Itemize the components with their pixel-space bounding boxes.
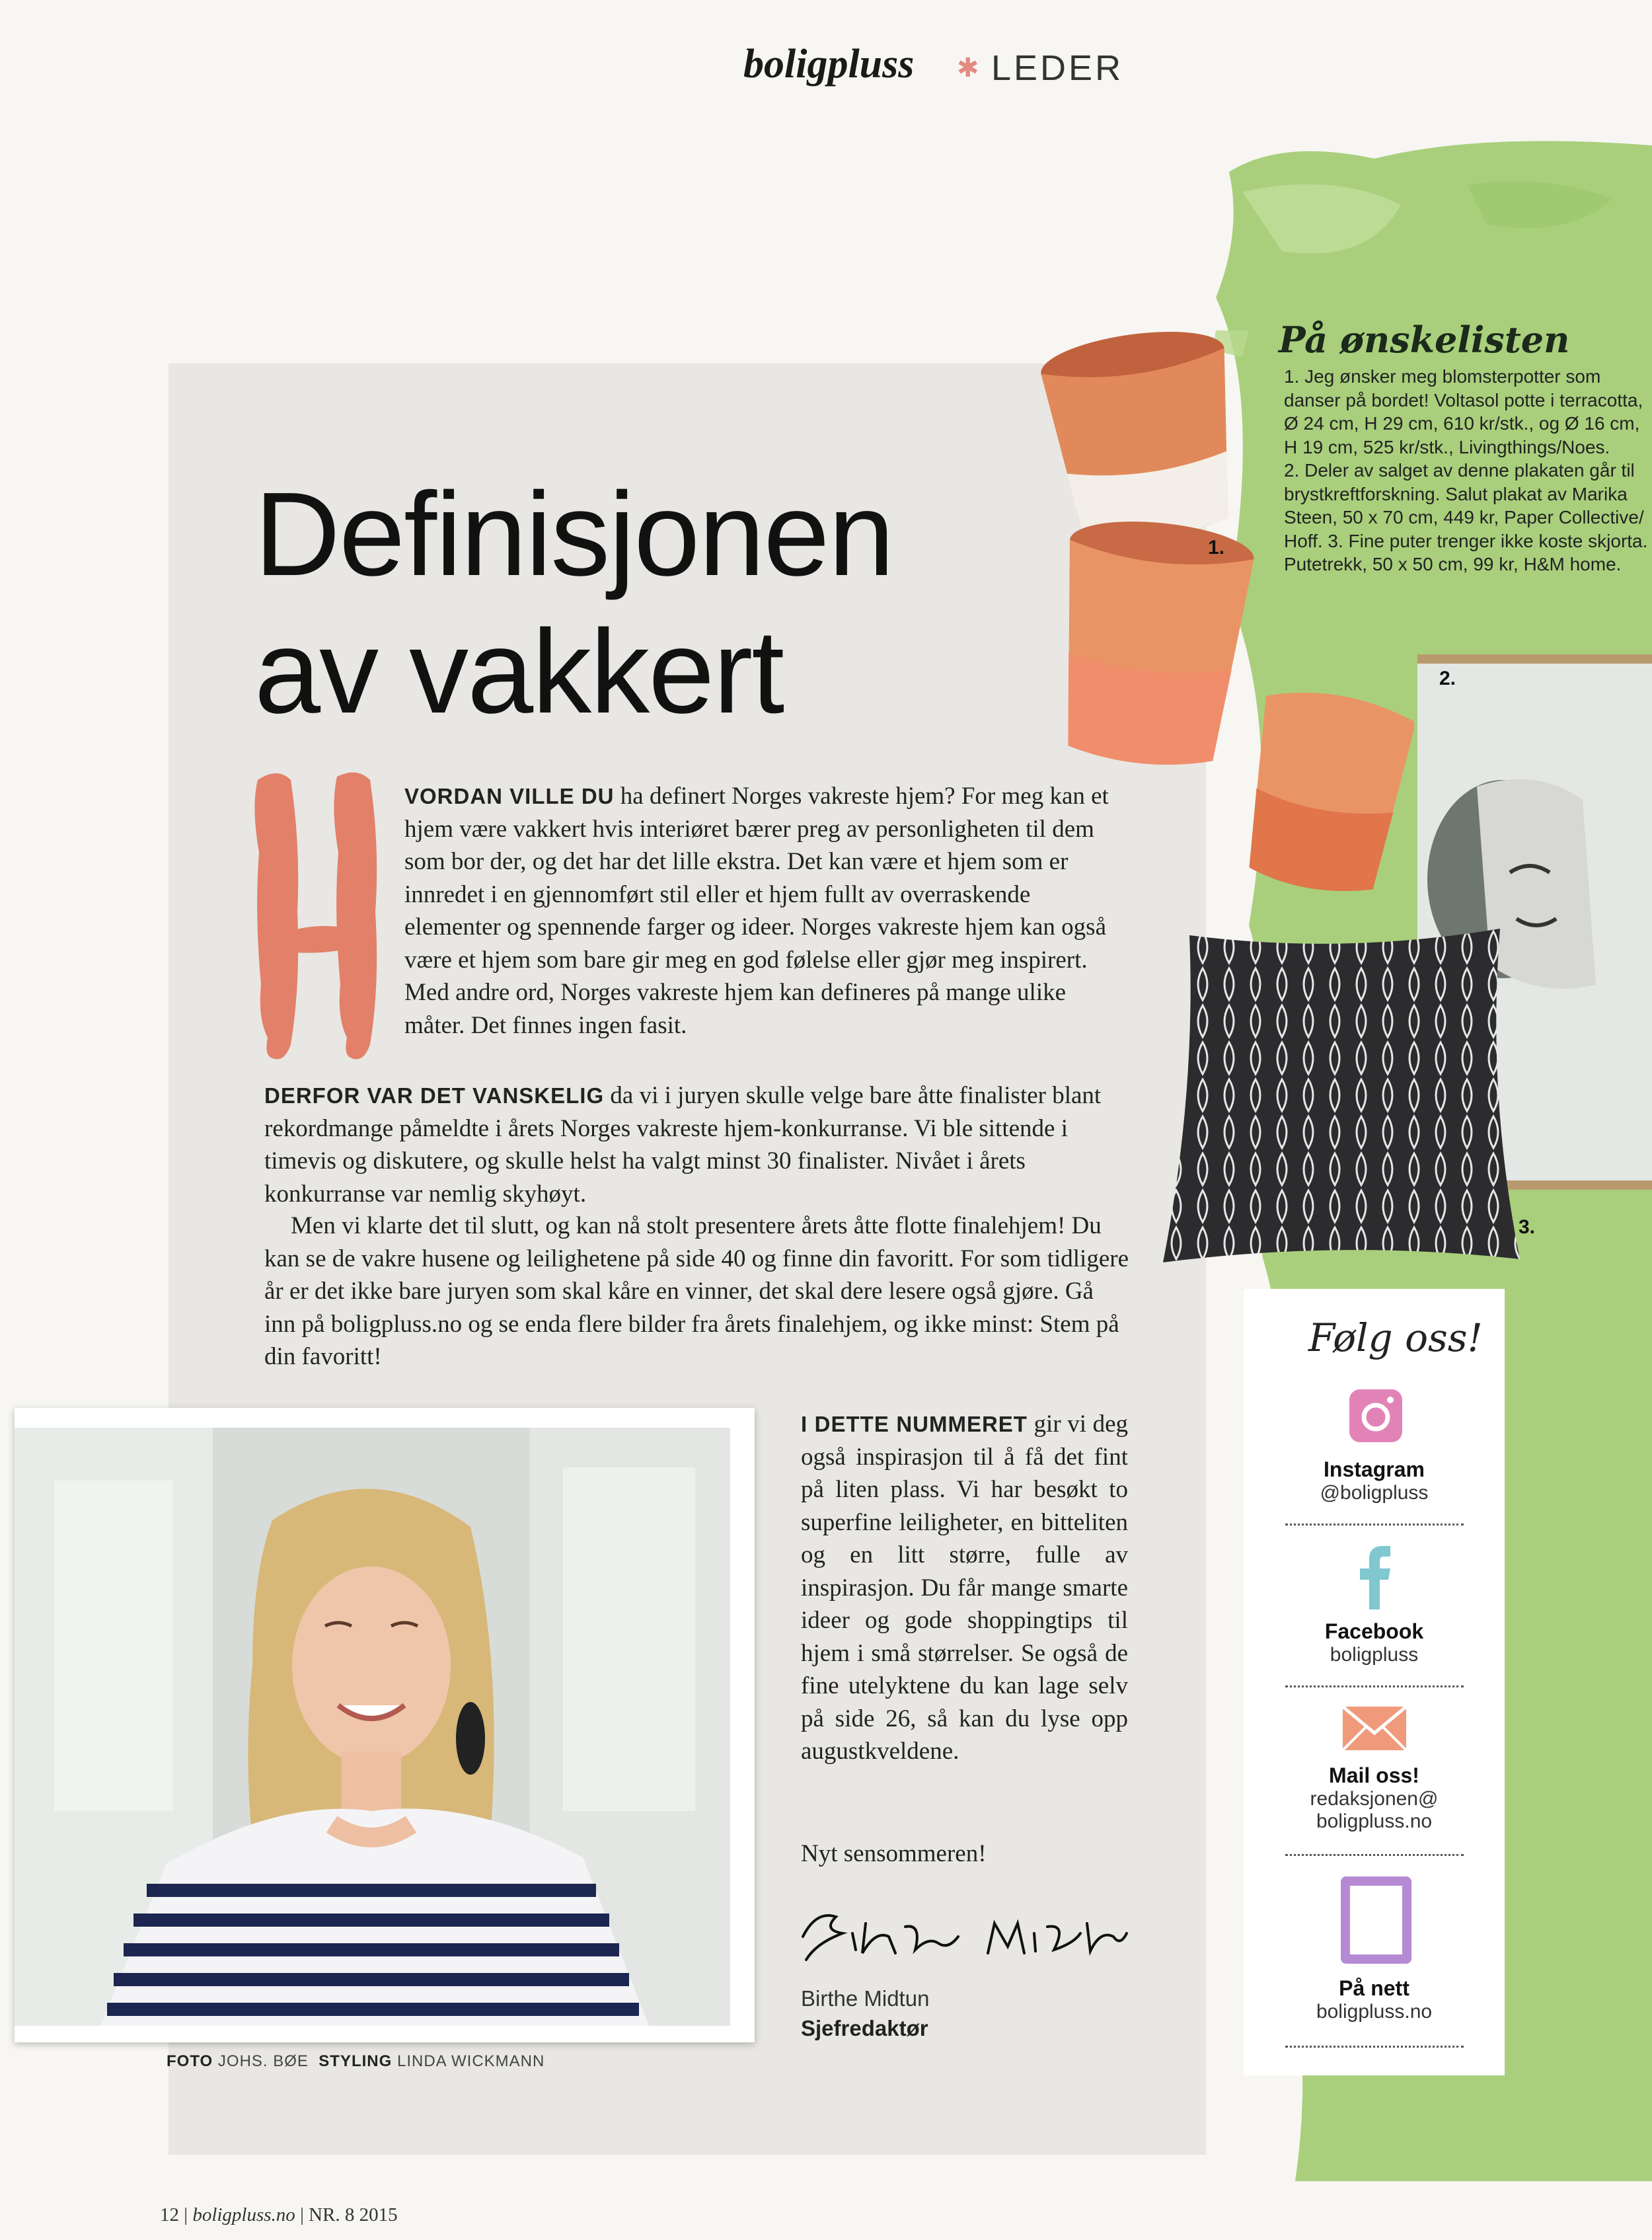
paragraph-1-text: ha definert Norges vakreste hjem? For meg kan et hjem være vakkert hvis interiøret bærer preg av personligheten til dem som bor der, og det har det lille ekstra. Det kan være et hjem som er innredet i en gjennomført stil eller et hjem fullt av overraskende elementer og spennende farger og ideer. Norges vakreste hjem kan også være et hjem som bare gir meg en god følelse eller gjør meg inspirert. Med andre ord, Norges vakreste hjem kan defineres på mange ulike måter. Det finnes ingen fasit. — [404, 783, 1109, 1039]
photo-credit: FOTO JOHS. BØE STYLING LINDA WICKMANN — [167, 2052, 545, 2070]
wishlist-line: 1. Jeg ønsker meg blomsterpotter som — [1284, 366, 1601, 387]
instagram-icon[interactable] — [1348, 1388, 1404, 1444]
closing-line: Nyt sensommeren! — [801, 1840, 987, 1867]
magazine-brand: boligpluss — [743, 42, 915, 87]
patterned-cushion-image — [1163, 929, 1526, 1266]
title-line-2: av vakkert — [254, 605, 784, 738]
wishlist-text — [1284, 365, 1652, 576]
page-footer: 12 | boligpluss.no | NR. 8 2015 — [160, 2204, 398, 2225]
divider — [1285, 2046, 1464, 2048]
facebook-icon[interactable] — [1355, 1543, 1394, 1609]
wishlist-line: 2. Deler av salget av denne plakaten går til — [1284, 460, 1635, 481]
title-line-1: Definisjonen — [254, 468, 893, 601]
web-link[interactable]: På nett boligpluss.no — [1316, 1976, 1433, 2023]
section-label: LEDER — [991, 48, 1124, 88]
article-title — [254, 466, 893, 741]
follow-us-heading: Følg oss! — [1308, 1315, 1483, 1360]
mail-icon[interactable] — [1341, 1705, 1408, 1752]
wishlist-line: Hoff. 3. Fine puter trenger ikke koste skjorta. — [1284, 530, 1648, 551]
editor-signature — [790, 1897, 1133, 1970]
wishlist-line: Steen, 50 x 70 cm, 449 kr, Paper Collective/ — [1284, 507, 1644, 527]
paragraph-4-text: gir vi deg også inspirasjon til å få det fint på liten plass. Vi har besøkt to superfine leiligheter, en bitteliten og en litt større, fulle av inspirasjon. Du får mange smarte ideer og gode shoppingtips til hjem i små størrelser. Se også de fine utelyktene du kan lage selv på side 26, så kan du lyse opp augustkveldene. — [801, 1410, 1129, 1765]
paragraph-3: Men vi klarte det til slutt, og kan nå stolt presentere årets åtte flotte finalehjem! Du kan se de vakre husene og leilighetene på side 40 og finne din favoritt. For som tidligere år er det ikke bare juryen som skal kåre en vinner, det skal dere lesere også gjøre. Gå inn på boligpluss.no og se enda flere bilder fra årets finalehjem, og ikke minst: Stem på din favoritt! — [264, 1212, 1129, 1370]
wishlist-number-1: 1. — [1208, 537, 1225, 559]
header-star-icon: ✱ — [957, 54, 979, 83]
mail-link[interactable]: Mail oss! redaksjonen@ boligpluss.no — [1310, 1763, 1439, 1832]
paragraph-2 — [264, 1079, 1130, 1210]
wishlist-line: Ø 24 cm, H 29 cm, 610 kr/stk., og Ø 16 cm, — [1284, 413, 1640, 434]
wishlist-heading: På ønskelisten — [1279, 319, 1570, 361]
author-name: Birthe Midtun — [801, 1986, 930, 2011]
editor-portrait-photo — [15, 1428, 730, 2026]
paragraph-1-lead: VORDAN VILLE DU — [404, 784, 615, 808]
wishlist-line: danser på bordet! Voltasol potte i terracotta, — [1284, 389, 1643, 410]
wishlist-line: Putetrekk, 50 x 50 cm, 99 kr, H&M home. — [1284, 554, 1622, 574]
wishlist-line: brystkreftforskning. Salut plakat av Marika — [1284, 483, 1628, 504]
divider — [1285, 1524, 1464, 1526]
instagram-link[interactable]: Instagram @boligpluss — [1320, 1457, 1429, 1504]
author-title: Sjefredaktør — [801, 2016, 928, 2040]
paragraph-4-lead: I DETTE NUMMERET — [801, 1412, 1028, 1436]
wishlist-number-2: 2. — [1439, 668, 1456, 689]
divider — [1285, 1685, 1464, 1687]
paragraph-2-text: da vi i juryen skulle velge bare åtte finalister blant rekordmange påmeldte i årets Norges vakreste hjem-konkurranse. Vi ble sittende i timevis og diskutere, og skulle helst ha valgt minst 30 finalister. Nivået i årets konkurranse var nemlig skyhøyt. — [264, 1082, 1102, 1208]
tablet-icon[interactable] — [1338, 1874, 1414, 1966]
divider — [1285, 1854, 1464, 1856]
paragraph-1 — [404, 780, 1131, 1042]
wishlist-number-3: 3. — [1519, 1216, 1536, 1238]
wishlist-line: H 19 cm, 525 kr/stk., Livingthings/Noes. — [1284, 436, 1610, 457]
drop-cap-h — [251, 767, 383, 1064]
facebook-link[interactable]: Facebook boligpluss — [1324, 1619, 1424, 1666]
paragraph-2-lead: DERFOR VAR DET VANSKELIG — [264, 1083, 605, 1108]
paragraph-4 — [801, 1408, 1128, 1768]
terracotta-pot-small-image — [1229, 681, 1414, 919]
